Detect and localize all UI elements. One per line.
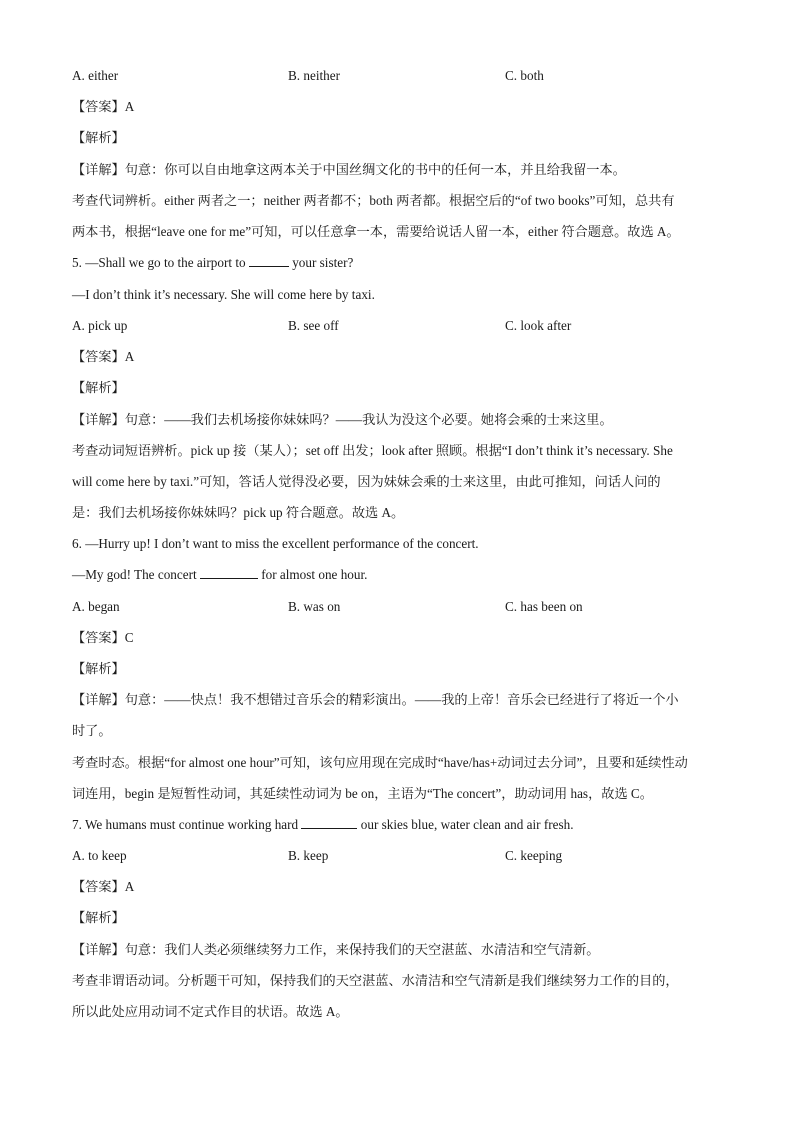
q4-explanation-line-2: 两本书，根据“leave one for me”可知，可以任意拿一本，需要给说话人留一本，either 符合题意。故选 A。	[72, 224, 680, 239]
q6-reply	[72, 565, 724, 585]
q5-detail: 【详解】句意：——我们去机场接你妹妹吗？——我认为没这个必要。她将会乘的士来这里。	[72, 412, 613, 427]
q5-stem	[72, 253, 724, 273]
q6-option-c: C. has been on	[505, 599, 583, 614]
q6-analysis-label: 【解析】	[72, 661, 125, 676]
q7-option-c: C. keeping	[505, 848, 563, 863]
q7-stem	[72, 815, 724, 835]
q6-detail-line-1: 【详解】句意：——快点！我不想错过音乐会的精彩演出。——我的上帝！音乐会已经进行了将近一个小	[72, 692, 679, 707]
q7-explanation-line-2: 所以此处应用动词不定式作目的状语。故选 A。	[72, 1004, 349, 1019]
q7-stem-part-1: 7. We humans must continue working hard	[72, 817, 299, 832]
q5-explanation-line-2: will come here by taxi.”可知，答话人觉得没必要，因为妹妹会乘的士来这里，由此可推知，问话人问的	[72, 474, 661, 489]
q6-option-a: A. began	[72, 599, 120, 614]
q5-option-a: A. pick up	[72, 318, 128, 333]
q6-blank	[200, 565, 258, 579]
q7-option-b: B. keep	[288, 848, 329, 863]
q7-blank	[301, 815, 357, 829]
q5-option-c: C. look after	[505, 318, 572, 333]
q5-stem-part-2: your sister?	[292, 255, 354, 270]
q4-explanation-line-1: 考查代词辨析。either 两者之一；neither 两者都不；both 两者都。根据空后的“of two books”可知，总共有	[72, 193, 675, 208]
q4-analysis-label: 【解析】	[72, 130, 125, 145]
q5-analysis-label: 【解析】	[72, 380, 125, 395]
q6-reply-part-2: for almost one hour.	[261, 567, 368, 582]
q6-option-b: B. was on	[288, 599, 341, 614]
q5-option-b: B. see off	[288, 318, 339, 333]
q4-answer: 【答案】A	[72, 99, 135, 114]
q7-explanation-line-1: 考查非谓语动词。分析题干可知，保持我们的天空湛蓝、水清洁和空气清新是我们继续努力工作的目的，	[72, 973, 679, 988]
q6-answer: 【答案】C	[72, 630, 134, 645]
q4-option-c: C. both	[505, 68, 544, 83]
q5-stem-part-1: 5. —Shall we go to the airport to	[72, 255, 246, 270]
q5-explanation-line-3: 是：我们去机场接你妹妹吗？pick up 符合题意。故选 A。	[72, 505, 405, 520]
q4-option-b: B. neither	[288, 68, 341, 83]
q5-reply: —I don’t think it’s necessary. She will come here by taxi.	[72, 287, 375, 302]
q5-explanation-line-1: 考查动词短语辨析。pick up 接（某人）；set off 出发；look after 照顾。根据“I don’t think it’s necessary. She	[72, 443, 673, 458]
q7-detail: 【详解】句意：我们人类必须继续努力工作，来保持我们的天空湛蓝、水清洁和空气清新。	[72, 942, 600, 957]
q6-explanation-line-1: 考查时态。根据“for almost one hour”可知，该句应用现在完成时“have/has+动词过去分词”，且要和延续性动	[72, 755, 688, 770]
q6-reply-part-1: —My god! The concert	[72, 567, 197, 582]
q5-answer: 【答案】A	[72, 349, 135, 364]
q7-analysis-label: 【解析】	[72, 910, 125, 925]
q5-blank	[249, 253, 289, 267]
q6-explanation-line-2: 词连用，begin 是短暂性动词，其延续性动词为 be on，主语为“The concert”，助动词用 has，故选 C。	[72, 786, 653, 801]
q6-detail-line-2: 时了。	[72, 723, 112, 738]
q6-stem: 6. —Hurry up! I don’t want to miss the excellent performance of the concert.	[72, 536, 479, 551]
q7-option-a: A. to keep	[72, 848, 127, 863]
q7-stem-part-2: our skies blue, water clean and air fresh.	[360, 817, 574, 832]
q7-answer: 【答案】A	[72, 879, 135, 894]
q4-detail: 【详解】句意：你可以自由地拿这两本关于中国丝绸文化的书中的任何一本，并且给我留一本。	[72, 162, 626, 177]
q4-option-a: A. either	[72, 68, 119, 83]
